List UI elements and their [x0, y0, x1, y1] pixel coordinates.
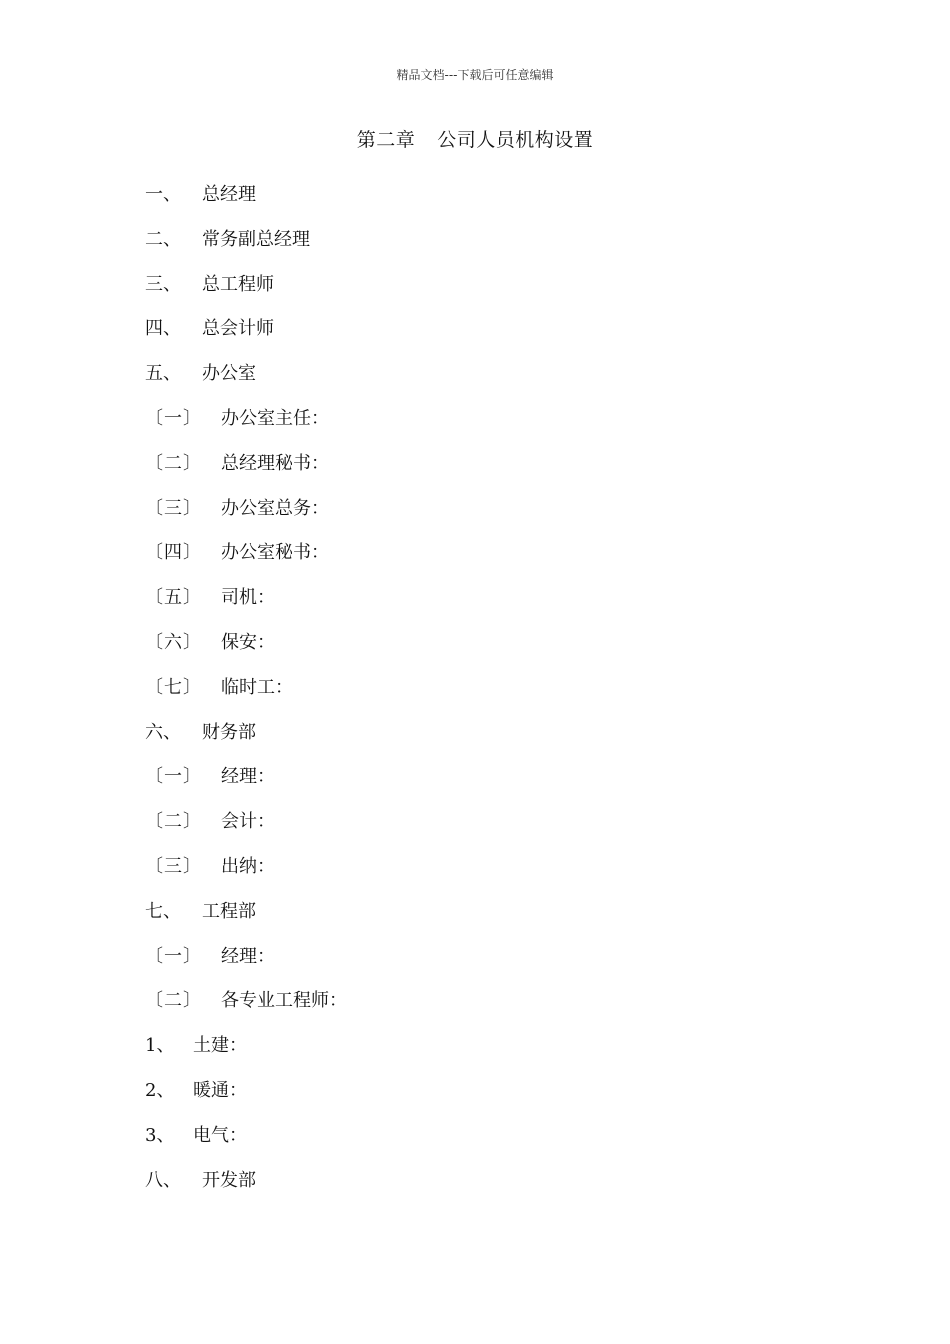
outline-item-number: 三、: [145, 273, 181, 295]
outline-item: [0, 986, 950, 1031]
outline-item: [0, 942, 950, 987]
outline-item: [0, 404, 950, 449]
outline-item-text: 办公室主任：: [221, 407, 329, 429]
outline-item-number: 五、: [145, 363, 181, 385]
outline-item-text: 各专业工程师：: [221, 990, 347, 1012]
outline-item-number: 〔二〕: [145, 990, 202, 1012]
outline-item-text: 经理：: [221, 766, 275, 788]
outline-item-text: 经理：: [221, 945, 275, 967]
chapter-number: 第二章: [356, 129, 416, 151]
outline-item-text: 总工程师: [202, 273, 274, 295]
outline-item-text: 总经理秘书：: [221, 452, 329, 474]
outline-item: [0, 449, 950, 494]
outline-item-number: 〔七〕: [145, 676, 202, 698]
outline-item: [0, 1076, 950, 1121]
outline-item-number: 二、: [145, 228, 181, 250]
outline-item: [0, 1121, 950, 1166]
page-header: 精品文档---下载后可任意编辑: [396, 68, 554, 82]
outline-item-text: 临时工：: [221, 676, 293, 698]
outline-item-number: 〔二〕: [145, 811, 202, 833]
outline-item-number: 2、: [145, 1079, 175, 1101]
outline-item: [0, 180, 950, 225]
outline-item-text: 会计：: [221, 811, 275, 833]
outline-item-number: 〔一〕: [145, 945, 202, 967]
outline-item: [0, 1166, 950, 1211]
outline-item-number: 八、: [145, 1169, 181, 1191]
chapter-heading: 公司人员机构设置: [437, 129, 594, 151]
chapter-title: [0, 125, 950, 152]
outline-item-number: 1、: [145, 1035, 175, 1057]
outline-item-text: 保安：: [221, 631, 275, 653]
outline-item-number: 四、: [145, 318, 181, 340]
org-outline: [0, 180, 950, 1210]
outline-item: [0, 494, 950, 539]
outline-item-number: 〔四〕: [145, 542, 202, 564]
outline-item-text: 总会计师: [202, 318, 274, 340]
outline-item-text: 司机：: [221, 587, 275, 609]
outline-item-text: 土建：: [193, 1035, 247, 1057]
outline-item-text: 电气：: [193, 1124, 247, 1146]
outline-item-number: 七、: [145, 900, 181, 922]
outline-item: [0, 225, 950, 270]
outline-item-text: 办公室总务：: [221, 497, 329, 519]
outline-item: [0, 807, 950, 852]
outline-item: [0, 314, 950, 359]
outline-item: [0, 1031, 950, 1076]
outline-item-text: 开发部: [202, 1169, 256, 1191]
outline-item-text: 常务副总经理: [202, 228, 310, 250]
outline-item-number: 3、: [145, 1124, 175, 1146]
outline-item-number: 〔一〕: [145, 766, 202, 788]
outline-item-text: 办公室: [202, 363, 256, 385]
outline-item-text: 出纳：: [221, 855, 275, 877]
outline-item: [0, 852, 950, 897]
outline-item-number: 〔六〕: [145, 631, 202, 653]
outline-item-number: 〔三〕: [145, 855, 202, 877]
outline-item-text: 财务部: [202, 721, 256, 743]
outline-item-number: 〔二〕: [145, 452, 202, 474]
outline-item-number: 〔三〕: [145, 497, 202, 519]
outline-item: [0, 538, 950, 583]
outline-item-text: 办公室秘书：: [221, 542, 329, 564]
outline-item-text: 暖通：: [193, 1079, 247, 1101]
outline-item: [0, 897, 950, 942]
outline-item: [0, 628, 950, 673]
outline-item-number: 〔五〕: [145, 587, 202, 609]
outline-item-number: 一、: [145, 184, 181, 205]
outline-item: [0, 270, 950, 315]
outline-item: [0, 762, 950, 807]
outline-item: [0, 718, 950, 763]
outline-item-number: 〔一〕: [145, 407, 202, 429]
outline-item: [0, 673, 950, 718]
outline-item-text: 总经理: [202, 184, 256, 205]
outline-item-number: 六、: [145, 721, 181, 743]
outline-item: [0, 583, 950, 628]
outline-item: [0, 359, 950, 404]
outline-item-text: 工程部: [202, 900, 256, 922]
